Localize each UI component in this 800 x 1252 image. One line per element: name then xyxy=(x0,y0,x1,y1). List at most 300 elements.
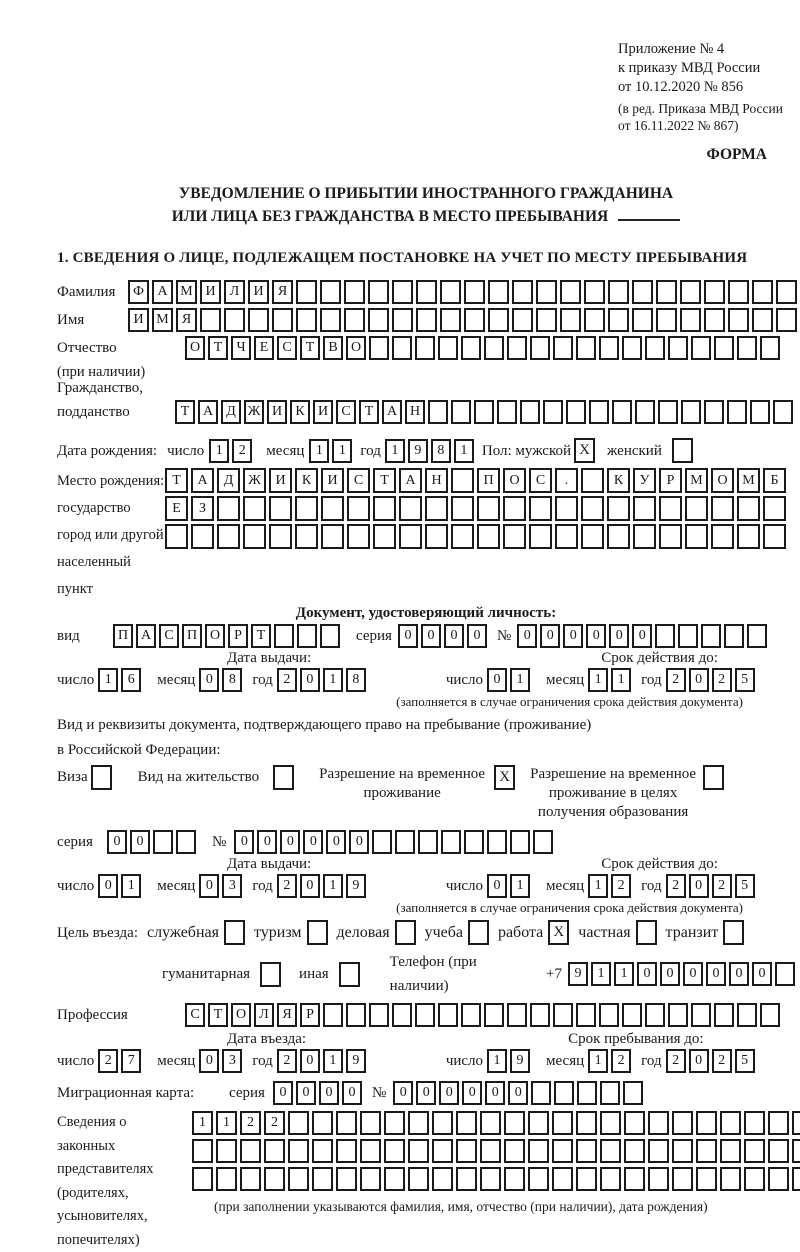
char-cell[interactable]: П xyxy=(113,624,133,648)
char-cell[interactable] xyxy=(520,400,540,424)
char-cell[interactable] xyxy=(704,308,725,332)
char-cell[interactable] xyxy=(768,1139,789,1163)
char-cell[interactable] xyxy=(360,1139,381,1163)
char-cell[interactable] xyxy=(451,468,474,493)
char-cell[interactable] xyxy=(344,280,365,304)
char-cell[interactable] xyxy=(633,496,656,521)
char-cell[interactable] xyxy=(624,1167,645,1191)
char-cell[interactable] xyxy=(272,308,293,332)
char-cell[interactable] xyxy=(477,496,500,521)
char-cell[interactable] xyxy=(589,400,609,424)
char-cell[interactable] xyxy=(176,830,196,854)
char-cell[interactable] xyxy=(347,524,370,549)
char-cell[interactable]: 0 xyxy=(273,1081,293,1105)
char-cell[interactable] xyxy=(552,1139,573,1163)
char-cell[interactable]: 0 xyxy=(280,830,300,854)
char-cell[interactable]: Н xyxy=(425,468,448,493)
char-cell[interactable] xyxy=(392,1003,412,1027)
char-cell[interactable] xyxy=(217,524,240,549)
char-cell[interactable] xyxy=(323,1003,343,1027)
char-cell[interactable]: 2 xyxy=(240,1111,261,1135)
char-cell[interactable] xyxy=(622,1003,642,1027)
char-cell[interactable]: 1 xyxy=(454,439,474,463)
char-cell[interactable]: Ж xyxy=(243,468,266,493)
char-cell[interactable]: Т xyxy=(300,336,320,360)
char-cell[interactable] xyxy=(696,1167,717,1191)
char-cell[interactable] xyxy=(554,1081,574,1105)
char-cell[interactable] xyxy=(536,280,557,304)
char-cell[interactable]: Т xyxy=(165,468,188,493)
char-cell[interactable]: 0 xyxy=(517,624,537,648)
char-cell[interactable]: 1 xyxy=(487,1049,507,1073)
char-cell[interactable]: А xyxy=(382,400,402,424)
char-cell[interactable]: 0 xyxy=(300,1049,320,1073)
char-cell[interactable] xyxy=(528,1167,549,1191)
char-cell[interactable] xyxy=(461,1003,481,1027)
char-cell[interactable] xyxy=(720,1167,741,1191)
char-cell[interactable] xyxy=(240,1139,261,1163)
edu-permit-checkbox[interactable] xyxy=(703,765,724,790)
char-cell[interactable]: 9 xyxy=(408,439,428,463)
char-cell[interactable]: 7 xyxy=(121,1049,141,1073)
char-cell[interactable] xyxy=(724,624,744,648)
char-cell[interactable]: 1 xyxy=(323,1049,343,1073)
char-cell[interactable]: 0 xyxy=(487,668,507,692)
sex-female-checkbox[interactable] xyxy=(672,438,693,463)
char-cell[interactable]: 0 xyxy=(98,874,118,898)
char-cell[interactable] xyxy=(737,1003,757,1027)
purpose-private-checkbox[interactable] xyxy=(636,920,657,945)
char-cell[interactable]: Т xyxy=(208,1003,228,1027)
char-cell[interactable] xyxy=(553,1003,573,1027)
char-cell[interactable]: И xyxy=(248,280,269,304)
char-cell[interactable] xyxy=(296,308,317,332)
char-cell[interactable] xyxy=(728,308,749,332)
char-cell[interactable] xyxy=(312,1167,333,1191)
char-cell[interactable] xyxy=(752,280,773,304)
char-cell[interactable] xyxy=(344,308,365,332)
char-cell[interactable] xyxy=(295,496,318,521)
char-cell[interactable] xyxy=(243,524,266,549)
char-cell[interactable] xyxy=(581,496,604,521)
char-cell[interactable] xyxy=(269,496,292,521)
char-cell[interactable] xyxy=(415,336,435,360)
char-cell[interactable] xyxy=(425,496,448,521)
char-cell[interactable] xyxy=(612,400,632,424)
char-cell[interactable]: А xyxy=(399,468,422,493)
visa-checkbox[interactable] xyxy=(91,765,112,790)
char-cell[interactable] xyxy=(576,1111,597,1135)
char-cell[interactable]: Д xyxy=(217,468,240,493)
char-cell[interactable]: 1 xyxy=(510,874,530,898)
char-cell[interactable] xyxy=(576,1139,597,1163)
char-cell[interactable] xyxy=(680,308,701,332)
char-cell[interactable]: О xyxy=(205,624,225,648)
purpose-official-checkbox[interactable] xyxy=(224,920,245,945)
char-cell[interactable] xyxy=(750,400,770,424)
char-cell[interactable]: С xyxy=(277,336,297,360)
char-cell[interactable] xyxy=(760,336,780,360)
char-cell[interactable]: И xyxy=(313,400,333,424)
char-cell[interactable]: Л xyxy=(224,280,245,304)
char-cell[interactable]: 0 xyxy=(326,830,346,854)
char-cell[interactable]: О xyxy=(503,468,526,493)
char-cell[interactable] xyxy=(451,400,471,424)
char-cell[interactable] xyxy=(720,1111,741,1135)
char-cell[interactable]: 3 xyxy=(222,874,242,898)
char-cell[interactable]: К xyxy=(607,468,630,493)
char-cell[interactable] xyxy=(438,1003,458,1027)
char-cell[interactable]: И xyxy=(267,400,287,424)
char-cell[interactable] xyxy=(737,496,760,521)
char-cell[interactable] xyxy=(600,1111,621,1135)
char-cell[interactable]: 0 xyxy=(107,830,127,854)
char-cell[interactable] xyxy=(584,308,605,332)
char-cell[interactable] xyxy=(384,1139,405,1163)
char-cell[interactable] xyxy=(530,1003,550,1027)
char-cell[interactable] xyxy=(399,496,422,521)
char-cell[interactable]: С xyxy=(336,400,356,424)
char-cell[interactable] xyxy=(456,1167,477,1191)
char-cell[interactable]: 0 xyxy=(467,624,487,648)
char-cell[interactable] xyxy=(504,1139,525,1163)
char-cell[interactable] xyxy=(461,336,481,360)
char-cell[interactable] xyxy=(464,830,484,854)
char-cell[interactable] xyxy=(645,1003,665,1027)
char-cell[interactable] xyxy=(295,524,318,549)
char-cell[interactable] xyxy=(635,400,655,424)
char-cell[interactable] xyxy=(288,1139,309,1163)
char-cell[interactable]: 6 xyxy=(121,668,141,692)
char-cell[interactable] xyxy=(600,1167,621,1191)
char-cell[interactable] xyxy=(752,308,773,332)
char-cell[interactable] xyxy=(360,1111,381,1135)
char-cell[interactable] xyxy=(312,1111,333,1135)
char-cell[interactable] xyxy=(704,280,725,304)
char-cell[interactable] xyxy=(691,336,711,360)
char-cell[interactable] xyxy=(274,624,294,648)
char-cell[interactable] xyxy=(645,336,665,360)
char-cell[interactable]: 2 xyxy=(277,668,297,692)
char-cell[interactable] xyxy=(464,280,485,304)
char-cell[interactable] xyxy=(392,280,413,304)
char-cell[interactable]: 5 xyxy=(735,668,755,692)
char-cell[interactable] xyxy=(543,400,563,424)
purpose-tourism-checkbox[interactable] xyxy=(307,920,328,945)
char-cell[interactable]: 1 xyxy=(385,439,405,463)
char-cell[interactable] xyxy=(336,1167,357,1191)
char-cell[interactable]: 1 xyxy=(614,962,634,986)
char-cell[interactable] xyxy=(747,624,767,648)
char-cell[interactable] xyxy=(432,1167,453,1191)
char-cell[interactable] xyxy=(480,1139,501,1163)
char-cell[interactable] xyxy=(216,1167,237,1191)
char-cell[interactable] xyxy=(512,308,533,332)
char-cell[interactable]: Б xyxy=(763,468,786,493)
char-cell[interactable] xyxy=(737,336,757,360)
char-cell[interactable] xyxy=(415,1003,435,1027)
char-cell[interactable]: Ч xyxy=(231,336,251,360)
char-cell[interactable]: Р xyxy=(300,1003,320,1027)
char-cell[interactable]: Д xyxy=(221,400,241,424)
char-cell[interactable]: 1 xyxy=(588,668,608,692)
char-cell[interactable] xyxy=(672,1139,693,1163)
char-cell[interactable] xyxy=(533,830,553,854)
char-cell[interactable] xyxy=(599,1003,619,1027)
char-cell[interactable]: Л xyxy=(254,1003,274,1027)
char-cell[interactable]: 0 xyxy=(421,624,441,648)
char-cell[interactable] xyxy=(555,496,578,521)
char-cell[interactable]: 2 xyxy=(232,439,252,463)
char-cell[interactable] xyxy=(392,336,412,360)
purpose-business-checkbox[interactable] xyxy=(395,920,416,945)
char-cell[interactable] xyxy=(504,1111,525,1135)
char-cell[interactable]: К xyxy=(290,400,310,424)
char-cell[interactable] xyxy=(384,1111,405,1135)
char-cell[interactable] xyxy=(320,280,341,304)
char-cell[interactable]: Н xyxy=(405,400,425,424)
char-cell[interactable] xyxy=(678,624,698,648)
char-cell[interactable]: А xyxy=(198,400,218,424)
char-cell[interactable]: 2 xyxy=(264,1111,285,1135)
char-cell[interactable]: 8 xyxy=(431,439,451,463)
char-cell[interactable] xyxy=(552,1111,573,1135)
char-cell[interactable] xyxy=(737,524,760,549)
char-cell[interactable]: Я xyxy=(272,280,293,304)
char-cell[interactable]: 8 xyxy=(346,668,366,692)
char-cell[interactable] xyxy=(775,962,795,986)
char-cell[interactable] xyxy=(320,308,341,332)
char-cell[interactable] xyxy=(336,1111,357,1135)
char-cell[interactable]: И xyxy=(128,308,149,332)
char-cell[interactable] xyxy=(346,1003,366,1027)
char-cell[interactable]: С xyxy=(347,468,370,493)
char-cell[interactable]: Т xyxy=(251,624,271,648)
char-cell[interactable]: 2 xyxy=(277,874,297,898)
char-cell[interactable]: 0 xyxy=(563,624,583,648)
char-cell[interactable]: П xyxy=(182,624,202,648)
char-cell[interactable] xyxy=(607,496,630,521)
char-cell[interactable] xyxy=(507,336,527,360)
char-cell[interactable]: С xyxy=(159,624,179,648)
char-cell[interactable] xyxy=(624,1139,645,1163)
char-cell[interactable]: 0 xyxy=(199,1049,219,1073)
char-cell[interactable] xyxy=(336,1139,357,1163)
char-cell[interactable] xyxy=(553,336,573,360)
char-cell[interactable] xyxy=(428,400,448,424)
char-cell[interactable] xyxy=(497,400,517,424)
char-cell[interactable]: 1 xyxy=(216,1111,237,1135)
char-cell[interactable]: 1 xyxy=(588,874,608,898)
char-cell[interactable]: 5 xyxy=(735,874,755,898)
char-cell[interactable]: С xyxy=(185,1003,205,1027)
char-cell[interactable]: 0 xyxy=(540,624,560,648)
char-cell[interactable]: 9 xyxy=(346,1049,366,1073)
char-cell[interactable] xyxy=(555,524,578,549)
char-cell[interactable] xyxy=(488,280,509,304)
char-cell[interactable] xyxy=(685,496,708,521)
char-cell[interactable] xyxy=(425,524,448,549)
char-cell[interactable] xyxy=(264,1167,285,1191)
purpose-study-checkbox[interactable] xyxy=(468,920,489,945)
char-cell[interactable]: 2 xyxy=(712,1049,732,1073)
purpose-work-checkbox[interactable]: X xyxy=(548,920,569,945)
char-cell[interactable] xyxy=(624,1111,645,1135)
char-cell[interactable]: И xyxy=(200,280,221,304)
char-cell[interactable]: 0 xyxy=(444,624,464,648)
char-cell[interactable]: 0 xyxy=(689,1049,709,1073)
char-cell[interactable] xyxy=(744,1167,765,1191)
char-cell[interactable]: 1 xyxy=(332,439,352,463)
char-cell[interactable] xyxy=(696,1111,717,1135)
char-cell[interactable]: 2 xyxy=(98,1049,118,1073)
residence-permit-checkbox[interactable] xyxy=(273,765,294,790)
char-cell[interactable]: 2 xyxy=(611,874,631,898)
char-cell[interactable]: Е xyxy=(254,336,274,360)
char-cell[interactable]: К xyxy=(295,468,318,493)
char-cell[interactable] xyxy=(368,280,389,304)
char-cell[interactable] xyxy=(320,624,340,648)
char-cell[interactable] xyxy=(536,308,557,332)
char-cell[interactable] xyxy=(632,280,653,304)
char-cell[interactable]: 9 xyxy=(346,874,366,898)
char-cell[interactable] xyxy=(451,496,474,521)
char-cell[interactable]: 0 xyxy=(393,1081,413,1105)
char-cell[interactable]: 0 xyxy=(632,624,652,648)
char-cell[interactable] xyxy=(776,280,797,304)
char-cell[interactable]: 1 xyxy=(510,668,530,692)
char-cell[interactable] xyxy=(288,1111,309,1135)
char-cell[interactable]: 0 xyxy=(689,668,709,692)
char-cell[interactable]: 0 xyxy=(706,962,726,986)
char-cell[interactable]: 2 xyxy=(611,1049,631,1073)
char-cell[interactable] xyxy=(530,336,550,360)
char-cell[interactable] xyxy=(373,496,396,521)
char-cell[interactable]: 1 xyxy=(323,874,343,898)
char-cell[interactable] xyxy=(599,336,619,360)
char-cell[interactable]: 1 xyxy=(323,668,343,692)
char-cell[interactable]: 0 xyxy=(752,962,772,986)
char-cell[interactable]: 1 xyxy=(591,962,611,986)
char-cell[interactable]: З xyxy=(191,496,214,521)
char-cell[interactable]: 0 xyxy=(319,1081,339,1105)
char-cell[interactable]: Е xyxy=(165,496,188,521)
char-cell[interactable]: А xyxy=(136,624,156,648)
char-cell[interactable] xyxy=(763,496,786,521)
char-cell[interactable] xyxy=(792,1111,800,1135)
char-cell[interactable] xyxy=(648,1111,669,1135)
char-cell[interactable] xyxy=(681,400,701,424)
char-cell[interactable]: 0 xyxy=(683,962,703,986)
temp-permit-checkbox[interactable]: X xyxy=(494,765,515,790)
char-cell[interactable] xyxy=(360,1167,381,1191)
char-cell[interactable]: 1 xyxy=(588,1049,608,1073)
char-cell[interactable]: 0 xyxy=(660,962,680,986)
char-cell[interactable] xyxy=(744,1139,765,1163)
char-cell[interactable] xyxy=(477,524,500,549)
char-cell[interactable] xyxy=(528,1139,549,1163)
char-cell[interactable] xyxy=(600,1139,621,1163)
char-cell[interactable]: 3 xyxy=(222,1049,242,1073)
char-cell[interactable] xyxy=(632,308,653,332)
char-cell[interactable] xyxy=(503,496,526,521)
char-cell[interactable] xyxy=(552,1167,573,1191)
char-cell[interactable]: И xyxy=(321,468,344,493)
char-cell[interactable]: М xyxy=(176,280,197,304)
char-cell[interactable] xyxy=(720,1139,741,1163)
char-cell[interactable] xyxy=(560,308,581,332)
char-cell[interactable]: 0 xyxy=(689,874,709,898)
char-cell[interactable] xyxy=(607,524,630,549)
char-cell[interactable] xyxy=(503,524,526,549)
char-cell[interactable] xyxy=(768,1167,789,1191)
char-cell[interactable] xyxy=(672,1111,693,1135)
char-cell[interactable] xyxy=(297,624,317,648)
char-cell[interactable] xyxy=(384,1167,405,1191)
char-cell[interactable] xyxy=(368,308,389,332)
char-cell[interactable] xyxy=(418,830,438,854)
char-cell[interactable] xyxy=(696,1139,717,1163)
char-cell[interactable] xyxy=(347,496,370,521)
char-cell[interactable] xyxy=(373,524,396,549)
sex-male-checkbox[interactable]: X xyxy=(574,438,595,463)
char-cell[interactable]: 1 xyxy=(611,668,631,692)
char-cell[interactable]: 0 xyxy=(586,624,606,648)
char-cell[interactable] xyxy=(408,1139,429,1163)
char-cell[interactable] xyxy=(714,1003,734,1027)
char-cell[interactable] xyxy=(224,308,245,332)
char-cell[interactable] xyxy=(576,1003,596,1027)
char-cell[interactable]: Я xyxy=(277,1003,297,1027)
char-cell[interactable]: 5 xyxy=(735,1049,755,1073)
char-cell[interactable]: 2 xyxy=(712,668,732,692)
char-cell[interactable]: У xyxy=(633,468,656,493)
char-cell[interactable] xyxy=(512,280,533,304)
char-cell[interactable] xyxy=(792,1167,800,1191)
char-cell[interactable]: 0 xyxy=(199,874,219,898)
purpose-other-checkbox[interactable] xyxy=(339,962,360,987)
char-cell[interactable] xyxy=(633,524,656,549)
char-cell[interactable]: Ж xyxy=(244,400,264,424)
char-cell[interactable]: П xyxy=(477,468,500,493)
char-cell[interactable] xyxy=(372,830,392,854)
char-cell[interactable] xyxy=(474,400,494,424)
char-cell[interactable] xyxy=(711,524,734,549)
char-cell[interactable]: 0 xyxy=(508,1081,528,1105)
char-cell[interactable] xyxy=(648,1167,669,1191)
char-cell[interactable] xyxy=(685,524,708,549)
char-cell[interactable] xyxy=(408,1167,429,1191)
char-cell[interactable] xyxy=(672,1167,693,1191)
char-cell[interactable]: 1 xyxy=(98,668,118,692)
char-cell[interactable] xyxy=(487,830,507,854)
char-cell[interactable] xyxy=(656,280,677,304)
char-cell[interactable] xyxy=(200,308,221,332)
char-cell[interactable] xyxy=(776,308,797,332)
char-cell[interactable] xyxy=(792,1139,800,1163)
char-cell[interactable] xyxy=(451,524,474,549)
char-cell[interactable] xyxy=(528,1111,549,1135)
char-cell[interactable] xyxy=(566,400,586,424)
char-cell[interactable]: 1 xyxy=(309,439,329,463)
char-cell[interactable]: 0 xyxy=(485,1081,505,1105)
char-cell[interactable] xyxy=(581,468,604,493)
char-cell[interactable]: 0 xyxy=(342,1081,362,1105)
char-cell[interactable] xyxy=(510,830,530,854)
char-cell[interactable] xyxy=(576,336,596,360)
char-cell[interactable] xyxy=(456,1139,477,1163)
char-cell[interactable]: 0 xyxy=(296,1081,316,1105)
